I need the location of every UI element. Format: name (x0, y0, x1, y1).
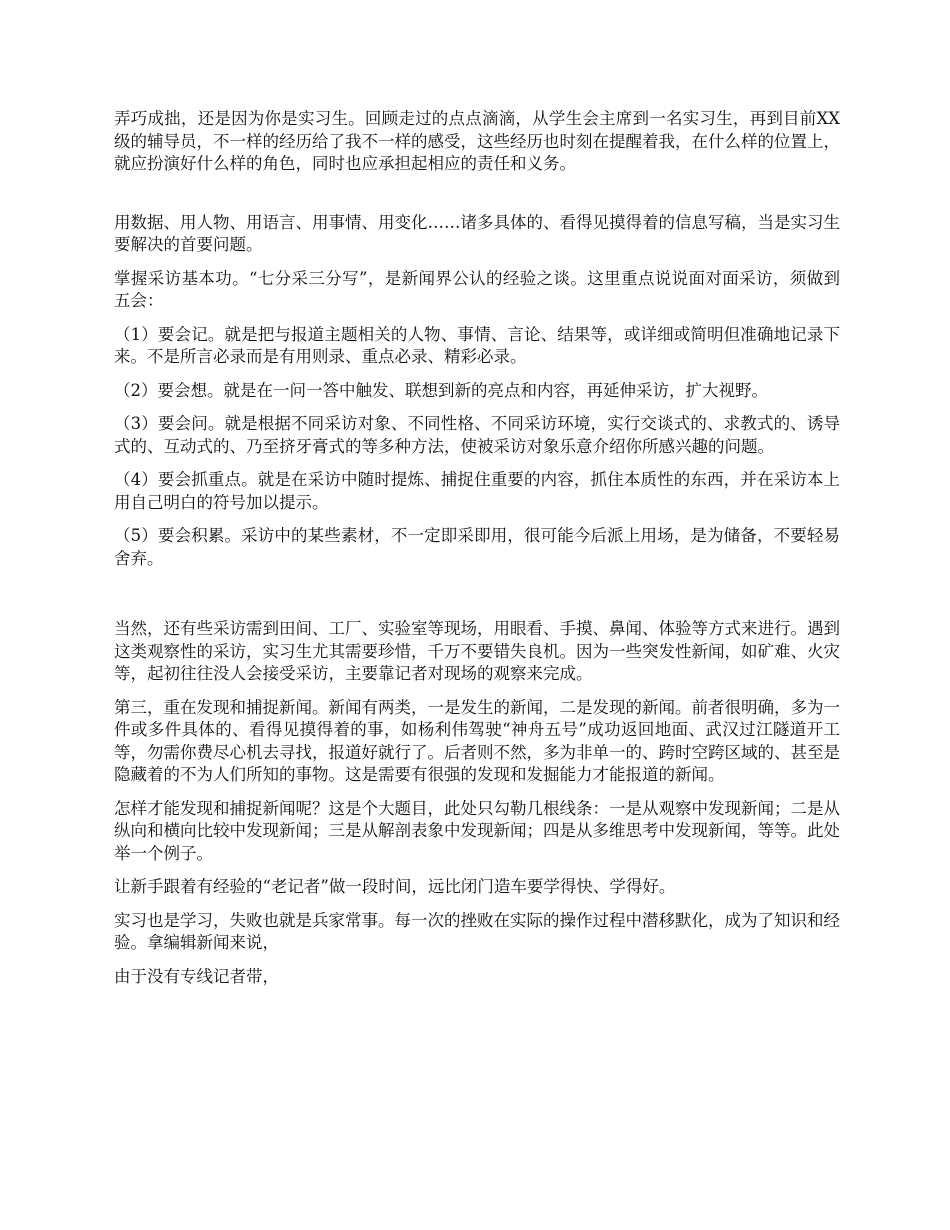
paragraph-writing-with-specifics: 用数据、用人物、用语言、用事情、用变化……诸多具体的、看得见摸得着的信息写稿，当是实习生要解决的首要问题。 (114, 212, 840, 254)
paragraph-learning-from-failure: 实习也是学习，失败也就是兵家常事。每一次的挫败在实际的操作过程中潜移默化，成为了知识和经验。拿编辑新闻来说， (114, 910, 840, 952)
paragraph-field-observation: 当然，还有些采访需到田间、工厂、实验室等现场，用眼看、手摸、鼻闻、体验等方式来进行。遇到这类观察性的采访，实习生尤其需要珍惜，千万不要错失良机。因为一些突发性新闻，如矿难、火灾等，起初往往没人会接受采访，主要靠记者对现场的观察来完成。 (114, 619, 840, 683)
paragraph-skill-record: （1）要会记。就是把与报道主题相关的人物、事情、言论、结果等，或详细或简明但准确地记录下来。不是所言必录而是有用则录、重点必录、精彩必录。 (114, 324, 840, 366)
paragraph-interview-basics: 掌握采访基本功。“七分采三分写”，是新闻界公认的经验之谈。这里重点说说面对面采访，须做到五会： (114, 268, 840, 310)
paragraph-skill-ask: （3）要会问。就是根据不同采访对象、不同性格、不同采访环境，实行交谈式的、求教式的、诱导式的、互动式的、乃至挤牙膏式的等多种方法，使被采访对象乐意介绍你所感兴趣的问题。 (114, 414, 840, 456)
document-page (114, 108, 840, 999)
paragraph-follow-veteran: 让新手跟着有经验的“老记者”做一段时间，远比闭门造车要学得快、学得好。 (114, 877, 676, 896)
paragraph-skill-accumulate: （5）要会积累。采访中的某些素材，不一定即采即用，很可能今后派上用场，是为储备，不要轻易舍弃。 (114, 526, 840, 568)
paragraph-discover-news: 第三，重在发现和捕捉新闻。新闻有两类，一是发生的新闻，二是发现的新闻。前者很明确，多为一件或多件具体的、看得见摸得着的事，如杨利伟驾驶“神舟五号”成功返回地面、武汉过江隧道开工等，勿需你费尽心机去寻找，报道好就行了。后者则不然，多为非单一的、跨时空跨区域的、甚至是隐藏着的不为人们所知的事物。这是需要有很强的发现和发掘能力才能报道的新闻。 (114, 697, 840, 784)
paragraph-no-dedicated-reporter: 由于没有专线记者带， (114, 966, 279, 986)
paragraph-how-to-discover: 怎样才能发现和捕捉新闻呢？这是个大题目，此处只勾勒几根线条：一是从观察中发现新闻；二是从纵向和横向比较中发现新闻；三是从解剖表象中发现新闻；四是从多维思考中发现新闻，等等。此处举一个例子。 (114, 798, 840, 863)
paragraph-skill-think: （2）要会想。就是在一问一答中触发、联想到新的亮点和内容，再延伸采访，扩大视野。 (114, 380, 768, 400)
paragraph-intro-reflection: 弄巧成拙，还是因为你是实习生。回顾走过的点点滴滴，从学生会主席到一名实习生，再到目前XX级的辅导员，不一样的经历给了我不一样的感受，这些经历也时刻在提醒着我，在什么样的位置上，就应扮演好什么样的角色，同时也应承担起相应的责任和义务。 (114, 109, 840, 173)
paragraph-skill-focus: （4）要会抓重点。就是在采访中随时提炼、捕捉住重要的内容，抓住本质性的东西，并在采访本上用自己明白的符号加以提示。 (114, 470, 840, 512)
